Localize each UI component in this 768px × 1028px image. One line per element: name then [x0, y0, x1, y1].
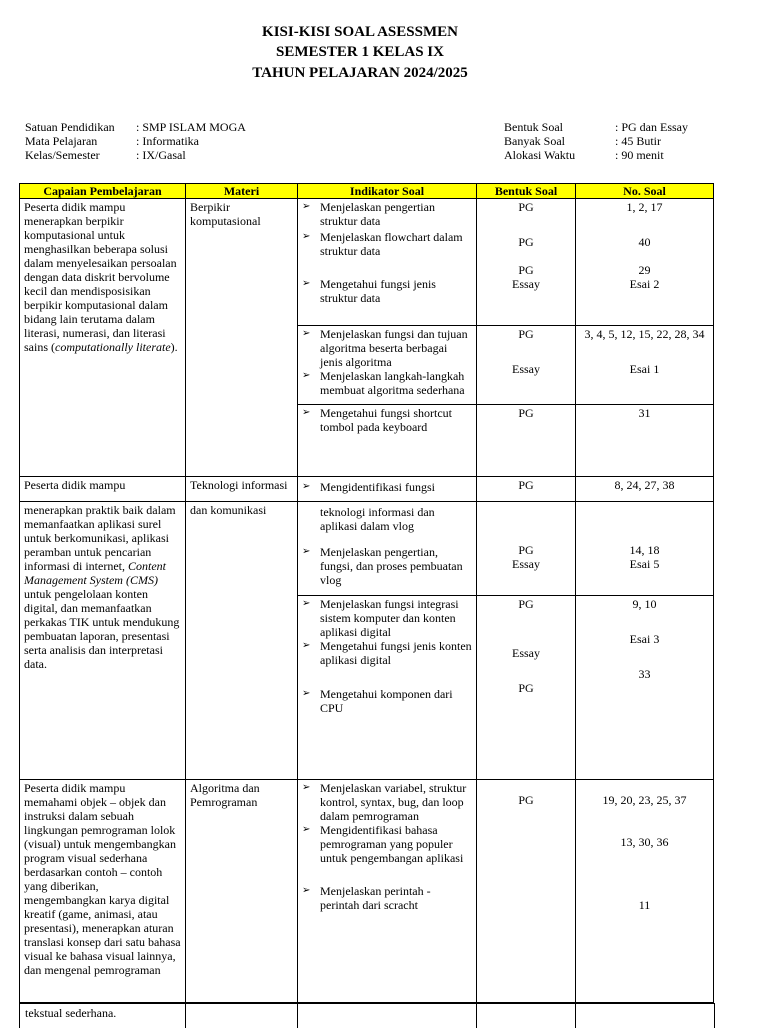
indikator-item — [302, 230, 472, 258]
indikator-text: Menjelaskan flowchart dalam struktur data — [320, 230, 463, 258]
indikator-text: Menjelaskan fungsi dan tujuan algoritma beserta berbagai jenis algoritma — [320, 327, 468, 369]
no-soal-value: 14, 18 — [629, 543, 660, 557]
cp-text: menerapkan praktik baik dalam memanfaatkan aplikasi surel untuk berkomunikasi, aplikasi peramban untuk pencarian informasi di internet, — [24, 503, 176, 573]
indikator-item — [302, 823, 472, 865]
bentuk-value: Essay — [512, 557, 540, 571]
document-title-line-1: KISI-KISI SOAL ASESSMEN — [262, 24, 458, 40]
materi-cell: Teknologi informasi — [186, 477, 298, 502]
indikator-item — [302, 597, 472, 639]
no-soal-cell — [576, 326, 714, 405]
bentuk-value: PG — [518, 200, 534, 214]
bentuk-value: PG — [518, 406, 534, 420]
indikator-text: Menjelaskan langkah-langkah membuat algoritma sederhana — [320, 369, 465, 397]
indikator-cell — [298, 502, 477, 596]
cp-italic-text: computationally literate — [55, 340, 171, 354]
arrow-bullet-icon: ➢ — [302, 598, 311, 609]
cp-italic-text: Content Management System (CMS) — [24, 559, 166, 587]
no-soal-cell — [576, 405, 714, 477]
indikator-text: Mengetahui komponen dari CPU — [320, 687, 453, 715]
document-title-line-2: SEMESTER 1 KELAS IX — [276, 44, 444, 60]
no-soal-value: 29 — [638, 263, 651, 277]
indikator-cell — [298, 199, 477, 326]
no-soal-value: 19, 20, 23, 25, 37 — [602, 793, 687, 807]
bentuk-value: Essay — [512, 362, 540, 376]
indikator-text: Menjelaskan perintah - perintah dari scracht — [320, 884, 431, 912]
bentuk-value: Essay — [512, 277, 540, 291]
info-label: Alokasi Waktu — [504, 148, 576, 162]
cp-text-end: ). — [170, 340, 178, 354]
info-label: Satuan Pendidikan — [25, 120, 115, 134]
table-row — [20, 780, 714, 1003]
arrow-bullet-icon: ➢ — [302, 231, 311, 242]
materi-cell: Berpikir komputasional — [186, 199, 298, 477]
indikator-cell — [298, 596, 477, 780]
info-value: : 45 Butir — [615, 134, 662, 148]
cp-cell: Peserta didik mampu — [20, 477, 186, 502]
no-soal-value: Esai 2 — [629, 277, 660, 291]
indikator-item — [302, 200, 472, 228]
column-divider — [476, 1004, 477, 1028]
bentuk-cell — [477, 405, 576, 477]
materi-cell: Algoritma dan Pemrograman — [186, 780, 298, 1003]
arrow-bullet-icon: ➢ — [302, 688, 311, 699]
arrow-bullet-icon: ➢ — [302, 782, 311, 793]
no-soal-value: Esai 1 — [629, 362, 660, 376]
indikator-text: Menjelaskan pengertian struktur data — [320, 200, 435, 228]
info-value: : SMP ISLAM MOGA — [136, 120, 246, 134]
bentuk-cell — [477, 326, 576, 405]
bentuk-value: PG — [518, 327, 534, 341]
info-right — [504, 120, 688, 162]
indikator-item — [302, 327, 472, 369]
cp-text-end: untuk pengelolaan konten digital, dan memanfaatkan perkakas TIK untuk mendukung pembuatan laporan, presentasi serta analisis dan interpretasi data. — [24, 587, 180, 671]
indikator-text: Mengetahui fungsi jenis struktur data — [320, 277, 436, 305]
indikator-item — [302, 639, 472, 667]
header-indikator: Indikator Soal — [298, 184, 477, 199]
table-row — [20, 477, 714, 502]
arrow-bullet-icon: ➢ — [302, 328, 311, 339]
indikator-item — [302, 480, 472, 494]
bentuk-value: PG — [518, 793, 534, 807]
no-soal-value: 3, 4, 5, 12, 15, 22, 28, 34 — [584, 327, 705, 341]
no-soal-value: Esai 5 — [629, 557, 660, 571]
materi-cell: dan komunikasi — [186, 502, 298, 780]
bentuk-cell — [477, 780, 576, 1003]
indikator-cell — [298, 780, 477, 1003]
indikator-text: Menjelaskan variabel, struktur kontrol, syntax, bug, dan loop dalam pemrograman — [320, 781, 467, 823]
info-label: Mata Pelajaran — [25, 134, 98, 148]
no-soal-value: 1, 2, 17 — [626, 200, 663, 214]
no-soal-value: 11 — [638, 898, 651, 912]
arrow-bullet-icon: ➢ — [302, 370, 311, 381]
arrow-bullet-icon: ➢ — [302, 824, 311, 835]
no-soal-value: 33 — [638, 667, 651, 681]
cp-text: Peserta didik mampu menerapkan berpikir komputasional untuk menghasilkan beberapa solusi dalam menyelesaikan persoalan dengan data diskrit bervolume kecil dan mendisposisikan berpikir komputasional dalam bidang lain terutama dalam literasi, numerasi, dan literasi sains ( — [24, 200, 177, 354]
cp-cell — [20, 199, 186, 477]
info-label: Kelas/Semester — [25, 148, 100, 162]
indikator-text: Menjelaskan pengertian, fungsi, dan proses pembuatan vlog — [320, 545, 463, 587]
arrow-bullet-icon: ➢ — [302, 407, 311, 418]
indikator-item — [302, 781, 472, 823]
bentuk-cell — [477, 502, 576, 596]
header-bentuk-soal: Bentuk Soal — [477, 184, 576, 199]
indikator-text: Mengidentifikasi fungsi — [320, 480, 435, 494]
indikator-item — [302, 369, 472, 397]
bentuk-cell — [477, 596, 576, 780]
indikator-item — [302, 277, 472, 305]
header-materi: Materi — [186, 184, 298, 199]
column-divider — [185, 1004, 186, 1028]
indikator-text: Mengetahui fungsi jenis konten aplikasi digital — [320, 639, 472, 667]
kisi-kisi-table — [19, 183, 714, 1003]
no-soal-value: 9, 10 — [632, 597, 657, 611]
indikator-item — [302, 884, 472, 912]
cp-cell — [20, 502, 186, 780]
info-value: : IX/Gasal — [136, 148, 186, 162]
arrow-bullet-icon: ➢ — [302, 885, 311, 896]
indikator-text: teknologi informasi dan aplikasi dalam vlog — [320, 505, 435, 533]
bentuk-cell — [477, 199, 576, 326]
info-label: Banyak Soal — [504, 134, 565, 148]
indikator-item — [302, 687, 472, 715]
table-row — [20, 502, 714, 596]
bentuk-value: PG — [518, 543, 534, 557]
no-soal-cell — [576, 780, 714, 1003]
bentuk-cell: PG — [477, 477, 576, 502]
bentuk-value: PG — [518, 597, 534, 611]
no-soal-value: 13, 30, 36 — [620, 835, 669, 849]
no-soal-cell — [576, 199, 714, 326]
table-header-row — [20, 184, 714, 199]
bentuk-value: PG — [518, 681, 534, 695]
column-divider — [575, 1004, 576, 1028]
no-soal-cell — [576, 596, 714, 780]
indikator-text: Mengidentifikasi bahasa pemrograman yang populer untuk pengembangan aplikasi — [320, 823, 464, 865]
arrow-bullet-icon: ➢ — [302, 546, 311, 557]
indikator-text: Mengetahui fungsi shortcut tombol pada keyboard — [320, 406, 452, 434]
cp-cell: Peserta didik mampu memahami objek – objek dan instruksi dalam sebuah lingkungan pemrograman lolok (visual) untuk mengembangkan program visual sederhana berdasarkan contoh – contoh yang diberikan, mengembangkan karya digital kreatif (game, animasi, atau presentasi), menerapkan aturan translasi konsep dari satu bahasa visual ke bahasa visual lainnya, dan mengenal pemrograman — [20, 780, 186, 1003]
info-left — [25, 120, 246, 162]
no-soal-value: 31 — [638, 406, 651, 420]
info-value: : Informatika — [136, 134, 199, 148]
indikator-item — [302, 545, 472, 587]
info-value: : PG dan Essay — [615, 120, 688, 134]
info-value: : 90 menit — [615, 148, 664, 162]
header-no-soal: No. Soal — [576, 184, 714, 199]
cp-text-continuation: tekstual sederhana. — [25, 1006, 117, 1020]
arrow-bullet-icon: ➢ — [302, 201, 311, 212]
indikator-cell — [298, 326, 477, 405]
bentuk-value: PG — [518, 235, 534, 249]
table-row — [20, 199, 714, 326]
info-label: Bentuk Soal — [504, 120, 563, 134]
no-soal-cell — [576, 502, 714, 596]
bentuk-value: Essay — [512, 646, 540, 660]
arrow-bullet-icon: ➢ — [302, 278, 311, 289]
indikator-cell — [298, 405, 477, 477]
no-soal-value: Esai 3 — [629, 632, 660, 646]
next-page-table-row — [19, 1003, 715, 1028]
indikator-text: Menjelaskan fungsi integrasi sistem komputer dan konten aplikasi digital — [320, 597, 459, 639]
arrow-bullet-icon: ➢ — [302, 481, 311, 492]
indikator-cell — [298, 477, 477, 502]
column-divider — [297, 1004, 298, 1028]
arrow-bullet-icon: ➢ — [302, 640, 311, 651]
document-title-line-3: TAHUN PELAJARAN 2024/2025 — [252, 65, 468, 81]
no-soal-value: 40 — [638, 235, 651, 249]
bentuk-value: PG — [518, 263, 534, 277]
indikator-item — [302, 406, 472, 434]
header-capaian: Capaian Pembelajaran — [20, 184, 186, 199]
no-soal-cell: 8, 24, 27, 38 — [576, 477, 714, 502]
